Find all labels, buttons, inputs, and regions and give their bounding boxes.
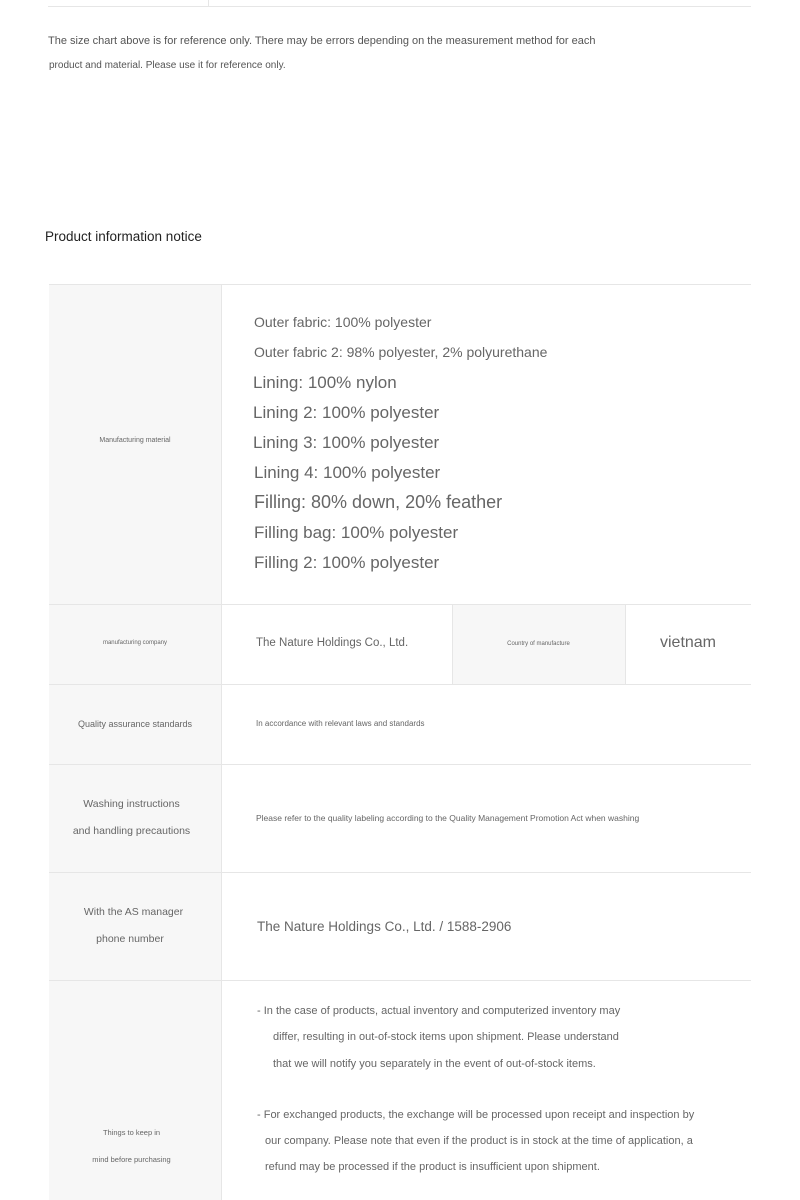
size-chart-column-divider <box>208 0 209 7</box>
material-item: Outer fabric 2: 98% polyester, 2% polyurethane <box>254 344 548 360</box>
quality-label: Quality assurance standards <box>77 719 193 729</box>
notes-label-line1: Things to keep in <box>102 1128 161 1137</box>
material-item: Lining: 100% nylon <box>253 373 397 392</box>
column-divider <box>221 284 222 1200</box>
material-item: Filling bag: 100% polyester <box>254 523 459 542</box>
washing-label-line1: Washing instructions <box>83 798 180 810</box>
as-manager-label-line2: phone number <box>96 933 164 945</box>
row-divider <box>49 284 751 285</box>
product-info-table <box>49 284 751 1200</box>
country-label: Country of manufacture <box>507 641 570 647</box>
country-value: vietnam <box>659 634 717 651</box>
washing-label-line2: and handling precautions <box>72 825 191 837</box>
material-item: Lining 2: 100% polyester <box>253 403 440 422</box>
row-divider <box>49 872 751 873</box>
notice-line: - In the case of products, actual inventory and computerized inventory may <box>257 1005 621 1017</box>
notice-line: our company. Please note that even if the product is in stock at the time of application, a <box>265 1135 693 1147</box>
company-value: The Nature Holdings Co., Ltd. <box>256 637 409 649</box>
material-item: Outer fabric: 100% polyester <box>254 314 432 330</box>
size-chart-disclaimer-line1: The size chart above is for reference only. There may be errors depending on the measurement method for each <box>48 35 596 47</box>
notes-label-line2: mind before purchasing <box>92 1155 171 1164</box>
notice-line: refund may be processed if the product is insufficient upon shipment. <box>265 1161 600 1173</box>
as-manager-label-line1: With the AS manager <box>83 906 184 918</box>
size-chart-disclaimer-line2: product and material. Please use it for reference only. <box>49 60 286 71</box>
label-column <box>49 284 221 1200</box>
row-divider <box>49 684 751 685</box>
material-item: Lining 3: 100% polyester <box>253 433 440 452</box>
row-divider <box>49 764 751 765</box>
size-chart-bottom-border <box>48 6 751 7</box>
row-divider <box>49 980 751 981</box>
quality-value: In accordance with relevant laws and standards <box>256 719 425 728</box>
washing-value: Please refer to the quality labeling according to the Quality Management Promotion Act when washing <box>256 813 640 823</box>
material-item: Filling: 80% down, 20% feather <box>254 492 503 512</box>
notice-line: - For exchanged products, the exchange will be processed upon receipt and inspection by <box>257 1109 695 1121</box>
section-title: Product information notice <box>45 229 202 244</box>
material-item: Filling 2: 100% polyester <box>254 553 440 572</box>
notice-line: that we will notify you separately in the event of out-of-stock items. <box>273 1058 596 1070</box>
material-item: Lining 4: 100% polyester <box>254 463 441 482</box>
company-label: manufacturing company <box>102 640 168 646</box>
notice-line: differ, resulting in out-of-stock items upon shipment. Please understand <box>273 1031 619 1043</box>
as-manager-value: The Nature Holdings Co., Ltd. / 1588-2906 <box>257 919 512 934</box>
row-divider <box>49 604 751 605</box>
material-label: Manufacturing material <box>99 437 171 444</box>
